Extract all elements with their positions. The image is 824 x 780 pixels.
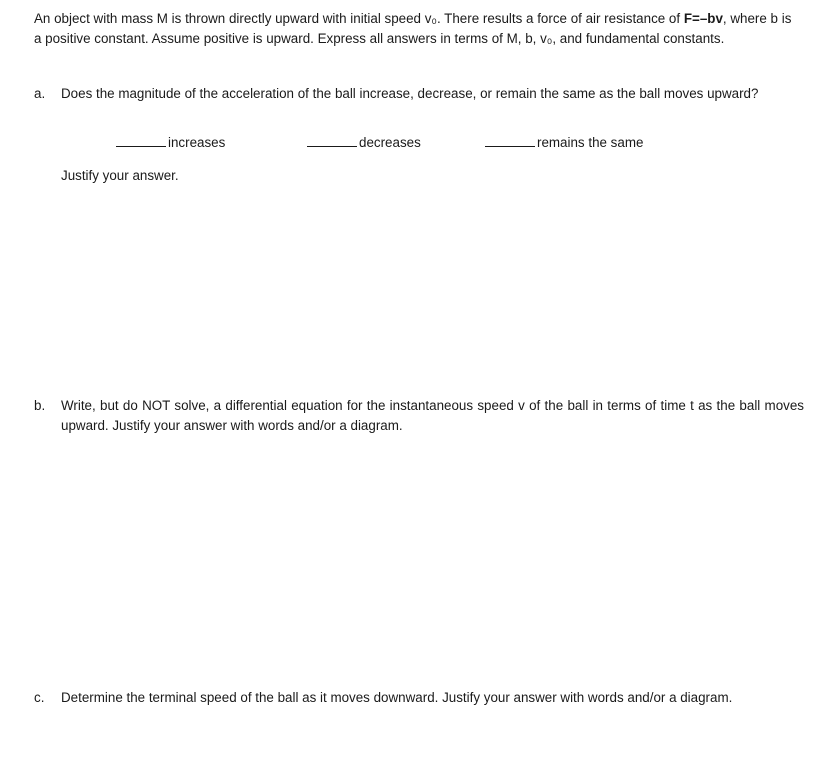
force-expression: F=–: [683, 11, 708, 26]
choice-label: decreases: [359, 135, 421, 150]
problem-intro: [34, 9, 794, 49]
question-c-text: Determine the terminal speed of the ball as it moves downward. Justify your answer with words and/or a diagram.: [61, 690, 733, 705]
question-marker: c.: [34, 690, 45, 705]
choice-label: remains the same: [537, 135, 644, 150]
answer-choices: [0, 132, 824, 154]
choice-decreases[interactable]: [307, 132, 421, 153]
answer-blank[interactable]: [485, 132, 535, 147]
intro-text-continued: , where b is a positive constant. Assume positive is upward. Express all answers in terms of M, b, v₀, and fundamental constants.: [34, 11, 792, 46]
choice-label: increases: [168, 135, 226, 150]
choice-increases[interactable]: [116, 132, 225, 153]
force-expression-bv: bv: [707, 11, 723, 26]
question-b: [34, 396, 804, 436]
answer-blank[interactable]: [307, 132, 357, 147]
question-b-text: Write, but do NOT solve, a differential equation for the instantaneous speed v of the ball in terms of time t as the ball moves upward. Justify your answer with words and/or a diagram.: [61, 398, 804, 433]
question-c: [34, 688, 804, 708]
question-marker: a.: [34, 86, 46, 101]
intro-text: An object with mass M is thrown directly upward with initial speed v₀. There results a force of air resistance of: [34, 11, 684, 26]
question-a-text: Does the magnitude of the acceleration of the ball increase, decrease, or remain the same as the ball moves upward?: [61, 86, 759, 101]
answer-blank[interactable]: [116, 132, 166, 147]
question-a: [34, 84, 804, 104]
choice-remains-the-same[interactable]: [485, 132, 643, 153]
question-marker: b.: [34, 398, 46, 413]
justify-prompt: Justify your answer.: [61, 168, 179, 183]
